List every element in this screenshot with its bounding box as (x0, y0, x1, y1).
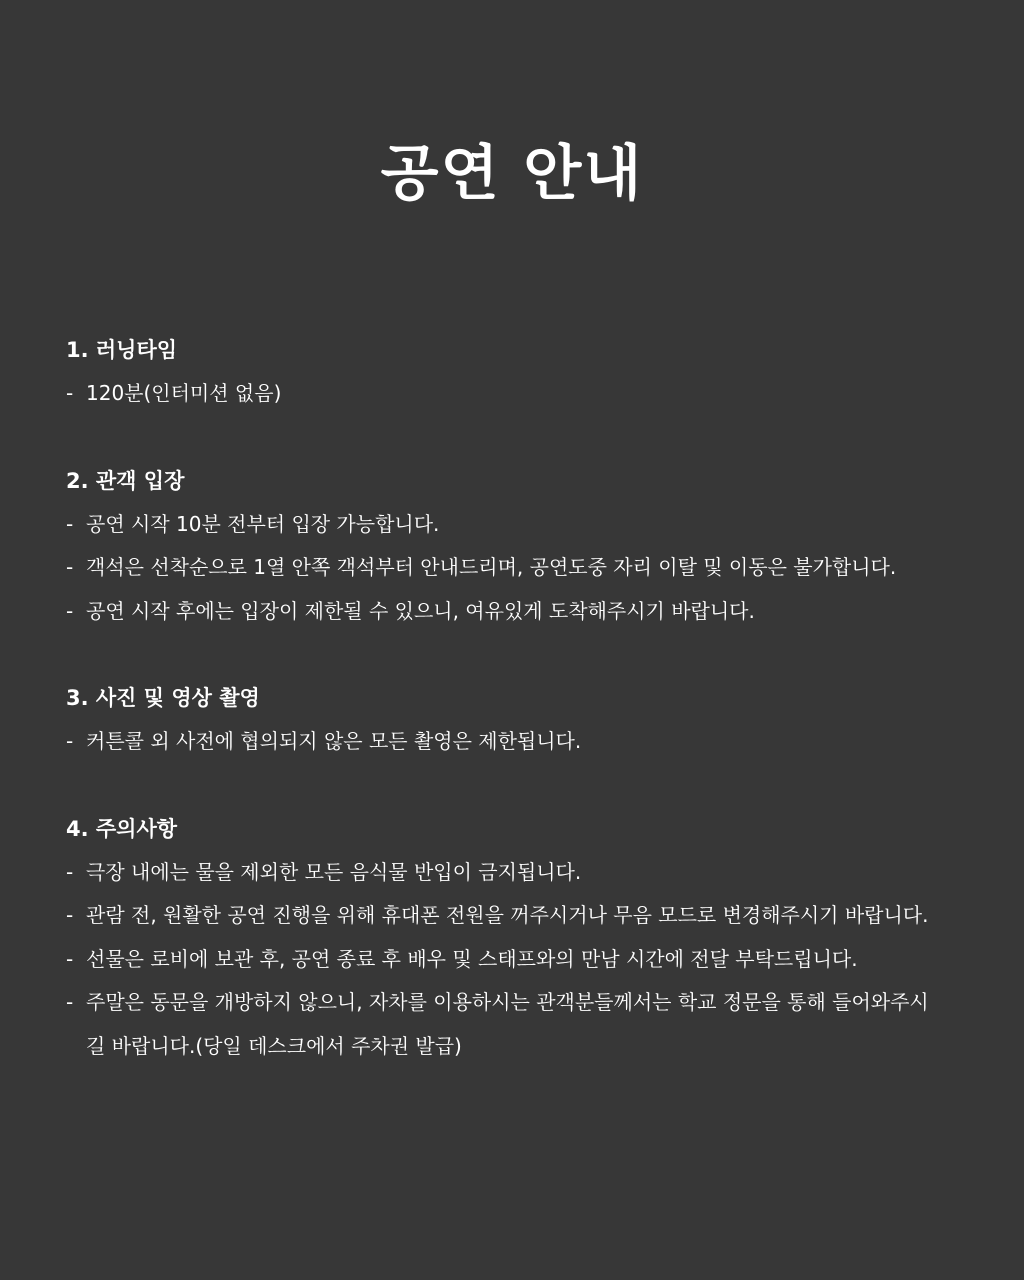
bullet-dash: - (66, 903, 74, 927)
bullet-dash: - (66, 511, 74, 536)
list-item (66, 590, 1006, 634)
list-item-text: 주말은 동문을 개방하지 않으니, 자차를 이용하시는 관객분들께서는 학교 정문을 통해 들어와주시길 바랍니다.(당일 데스크에서 주차권 발급) (86, 990, 929, 1058)
section-heading: 2. 관객 입장 (66, 468, 185, 493)
section-audience-entry (66, 459, 1006, 634)
bullet-dash: - (66, 729, 74, 753)
list-item-text: 객석은 선착순으로 1열 안쪽 객석부터 안내드리며, 공연도중 자리 이탈 및 이동은 불가합니다. (86, 555, 897, 579)
page-title: 공연 안내 (380, 139, 644, 209)
list-item-text: 관람 전, 원활한 공연 진행을 위해 휴대폰 전원을 꺼주시거나 무음 모드로 변경해주시기 바랍니다. (86, 903, 929, 927)
info-content (66, 328, 1006, 1111)
list-item-text: 공연 시작 10분 전부터 입장 가능합니다. (86, 511, 440, 536)
list-item (66, 372, 1006, 416)
bullet-dash: - (66, 859, 74, 884)
bullet-dash: - (66, 946, 74, 971)
list-item (66, 546, 1006, 590)
list-item-text: 커튼콜 외 사전에 협의되지 않은 모든 촬영은 제한됩니다. (86, 729, 582, 753)
list-item (66, 938, 1006, 982)
list-item-text: 120분(인터미션 없음) (86, 381, 282, 405)
section-heading: 1. 러닝타임 (66, 338, 178, 362)
bullet-dash: - (66, 381, 74, 405)
list-item-text: 극장 내에는 물을 제외한 모든 음식물 반입이 금지됩니다. (86, 859, 582, 884)
section-photo-video (66, 676, 1006, 764)
section-heading: 3. 사진 및 영상 촬영 (66, 686, 260, 710)
list-item (66, 851, 1006, 895)
section-notices (66, 807, 1006, 1069)
list-item (66, 503, 1006, 547)
bullet-dash: - (66, 555, 74, 579)
list-item (66, 981, 1006, 1068)
list-item-text: 공연 시작 후에는 입장이 제한될 수 있으니, 여유있게 도착해주시기 바랍니다. (86, 598, 755, 623)
section-heading: 4. 주의사항 (66, 816, 178, 841)
list-item-text: 선물은 로비에 보관 후, 공연 종료 후 배우 및 스태프와의 만남 시간에 전달 부탁드립니다. (86, 946, 858, 971)
bullet-dash: - (66, 990, 74, 1014)
bullet-dash: - (66, 598, 74, 623)
list-item (66, 720, 1006, 764)
list-item (66, 894, 1006, 938)
section-running-time (66, 328, 1006, 416)
